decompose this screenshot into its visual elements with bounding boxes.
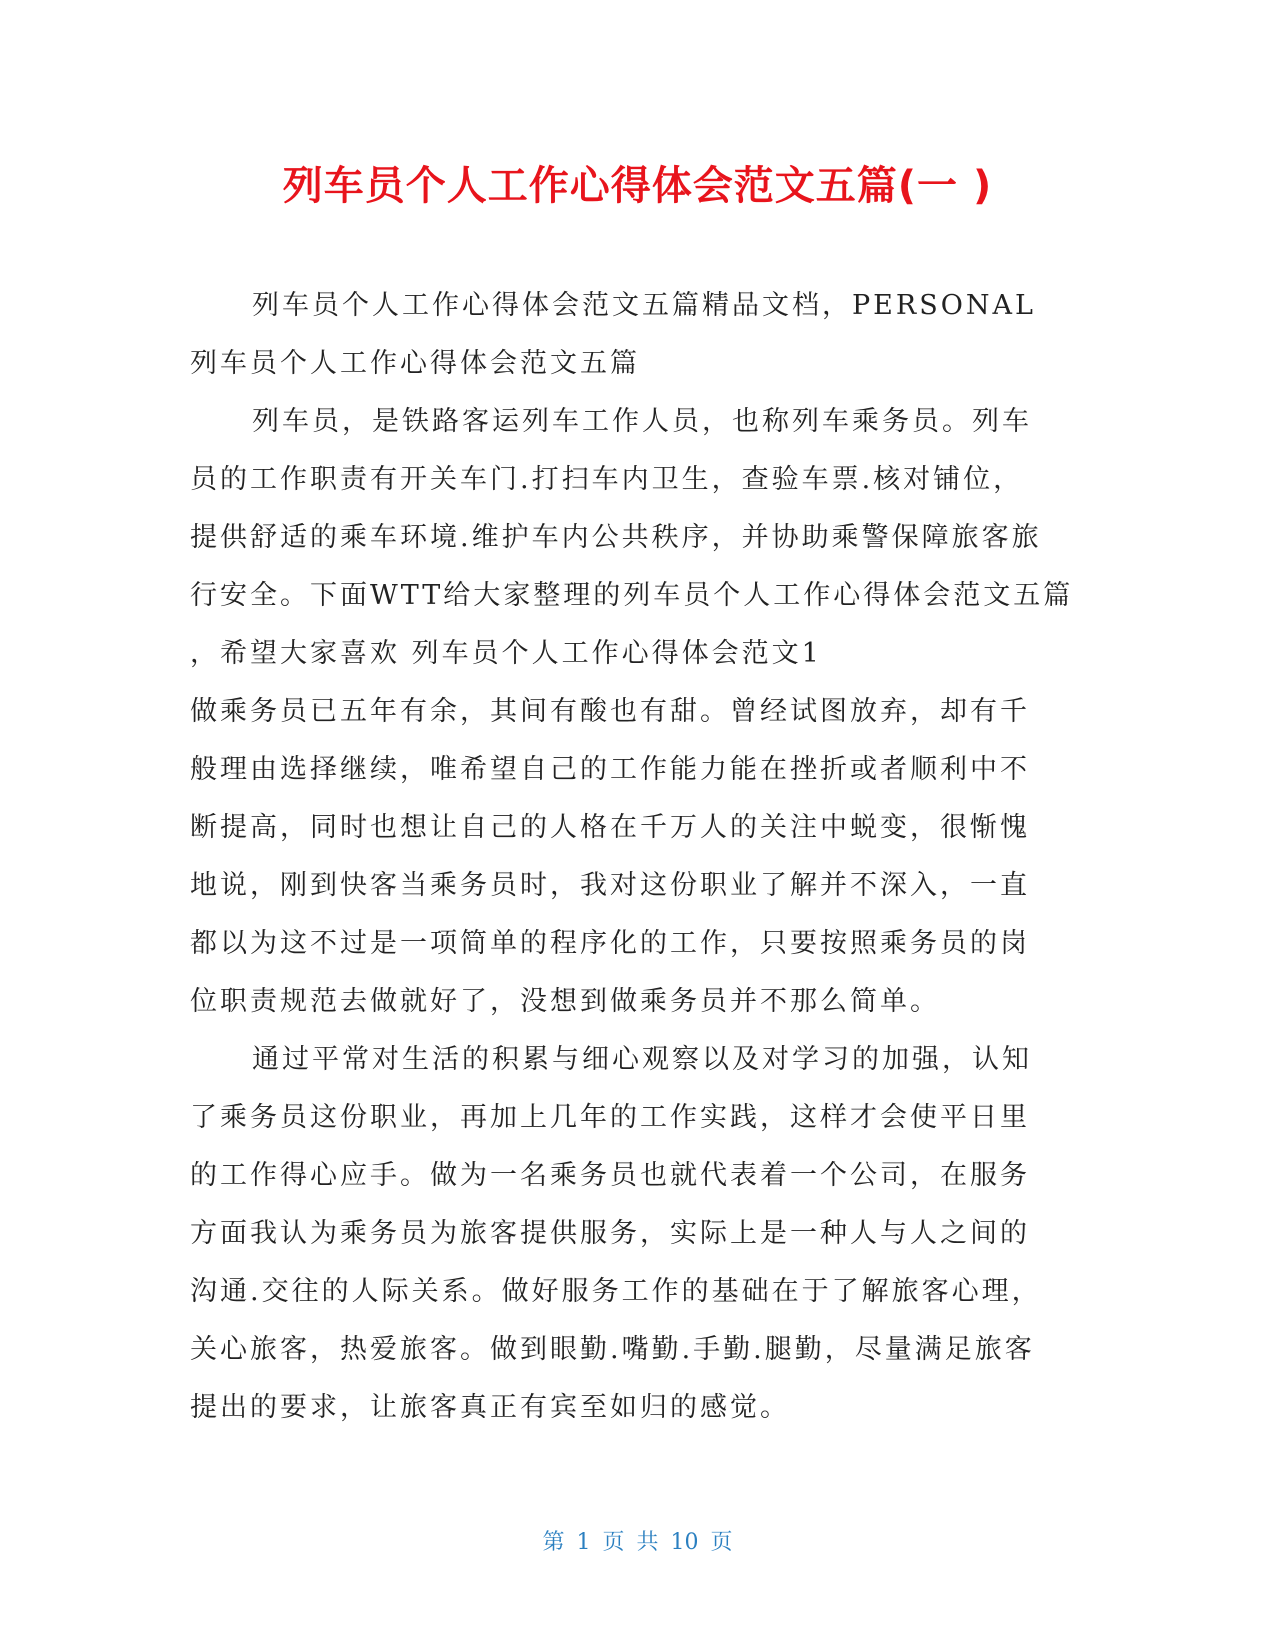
body-line: 的工作得心应手。做为一名乘务员也就代表着一个公司，在服务 (190, 1160, 1030, 1191)
body-line: ，希望大家喜欢 列车员个人工作心得体会范文1 (190, 638, 822, 669)
footer-word: 页 (602, 1530, 625, 1555)
total-page-count: 10 (670, 1530, 699, 1555)
body-line: 方面我认为乘务员为旅客提供服务，实际上是一种人与人之间的 (190, 1218, 1030, 1249)
body-line: 行安全。下面WTT给大家整理的列车员个人工作心得体会范文五篇 (190, 580, 1074, 611)
body-line: 列车员，是铁路客运列车工作人员，也称列车乘务员。列车 (252, 406, 1032, 437)
body-line: 般理由选择继续，唯希望自己的工作能力能在挫折或者顺利中不 (190, 754, 1030, 785)
footer-word: 共 (636, 1530, 659, 1555)
body-line: 员的工作职责有开关车门.打扫车内卫生，查验车票.核对铺位， (190, 464, 1024, 495)
body-line: 提出的要求，让旅客真正有宾至如归的感觉。 (190, 1392, 790, 1423)
body-line: 提供舒适的乘车环境.维护车内公共秩序，并协助乘警保障旅客旅 (190, 522, 1042, 553)
body-line: 列车员个人工作心得体会范文五篇 (190, 348, 640, 379)
body-line: 通过平常对生活的积累与细心观察以及对学习的加强，认知 (252, 1044, 1032, 1075)
body-line: 沟通.交往的人际关系。做好服务工作的基础在于了解旅客心理， (190, 1276, 1042, 1307)
body-line: 断提高，同时也想让自己的人格在千万人的关注中蜕变，很惭愧 (190, 812, 1030, 843)
page-footer (0, 1528, 1275, 1558)
footer-word: 页 (710, 1530, 733, 1555)
body-line: 了乘务员这份职业，再加上几年的工作实践，这样才会使平日里 (190, 1102, 1030, 1133)
body-line: 列车员个人工作心得体会范文五篇精品文档，PERSONAL (252, 290, 1036, 321)
footer-word: 第 (542, 1530, 565, 1555)
body-line: 做乘务员已五年有余，其间有酸也有甜。曾经试图放弃，却有千 (190, 696, 1030, 727)
body-line: 都以为这不过是一项简单的程序化的工作，只要按照乘务员的岗 (190, 928, 1030, 959)
body-line: 关心旅客，热爱旅客。做到眼勤.嘴勤.手勤.腿勤，尽量满足旅客 (190, 1334, 1035, 1365)
body-line: 位职责规范去做就好了，没想到做乘务员并不那么简单。 (190, 986, 940, 1017)
document-title: 列车员个人工作心得体会范文五篇(一 ) (282, 163, 993, 209)
current-page-number: 1 (576, 1530, 591, 1555)
body-line: 地说，刚到快客当乘务员时，我对这份职业了解并不深入，一直 (190, 870, 1030, 901)
